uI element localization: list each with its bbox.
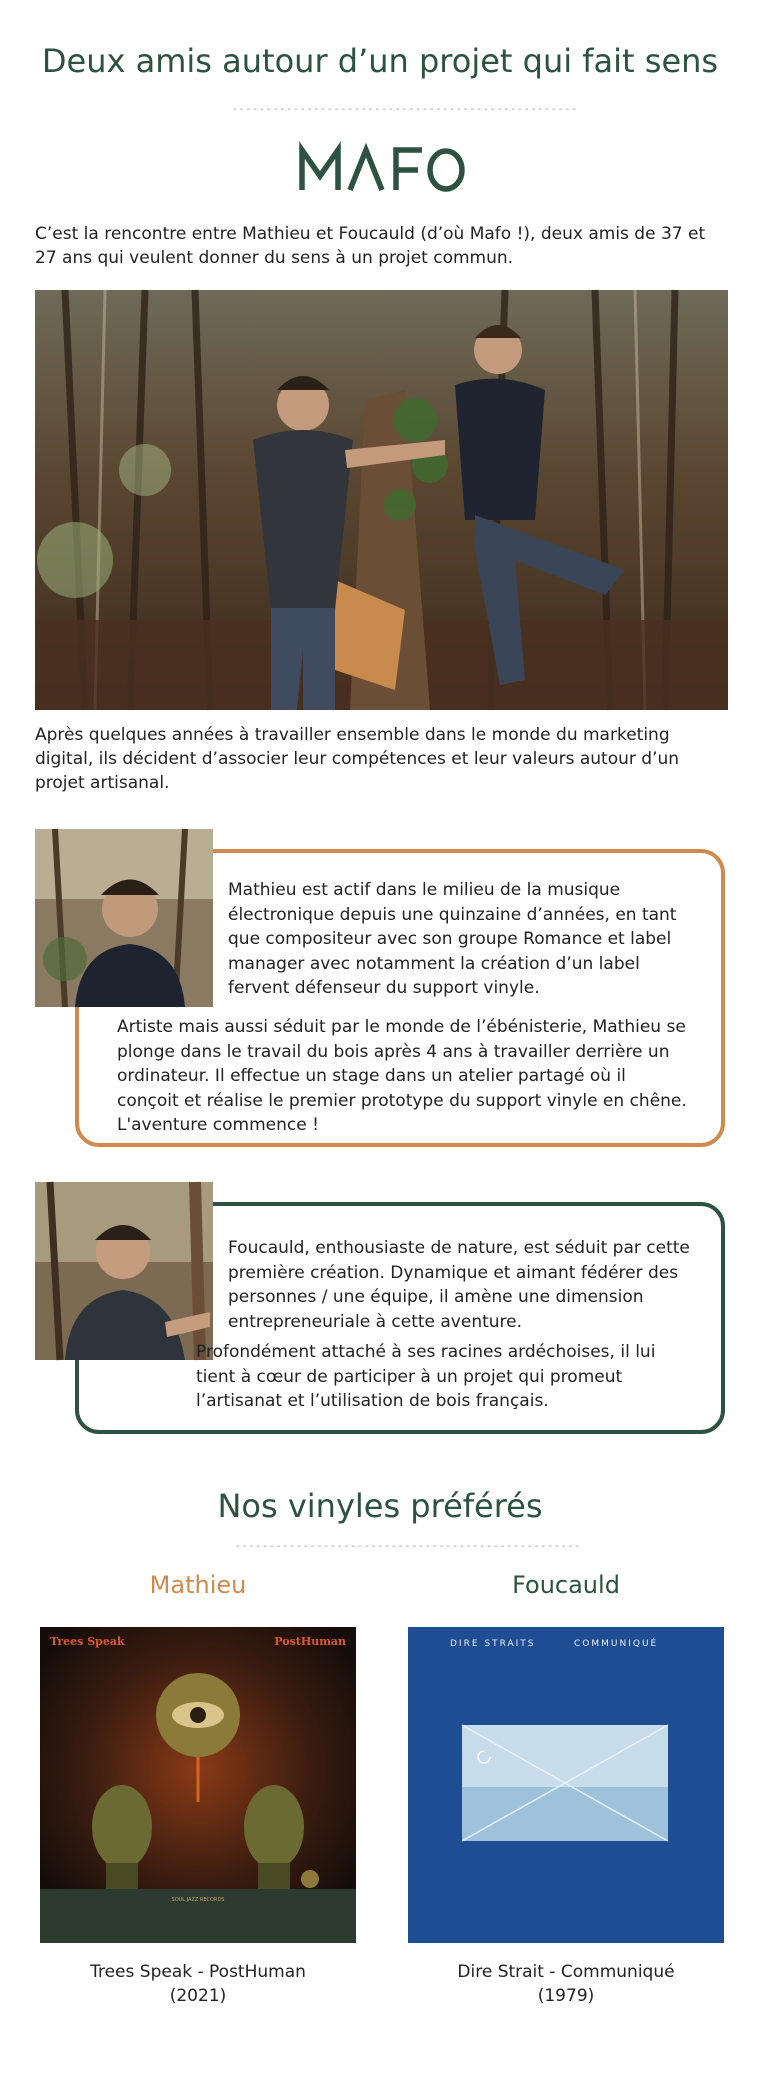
vinyl-left-name: Mathieu: [149, 1571, 247, 1599]
page-title: Deux amis autour d’un projet qui fait sens: [41, 42, 719, 80]
vinyl-right-title: Dire Strait - Communiqué: [457, 1962, 675, 1982]
vinyl-right-caption: [408, 1960, 724, 2008]
posthuman-cover: [40, 1627, 356, 1943]
vinyl-left-title: Trees Speak - PostHuman: [90, 1962, 306, 1982]
mafo-logo: [298, 146, 466, 192]
cover-left-label: SOUL JAZZ RECORDS: [171, 1897, 225, 1903]
founders-photo: [35, 290, 728, 710]
intro-paragraph: C’est la rencontre entre Mathieu et Foucauld (d’où Mafo !), deux amis de 37 et 27 ans qui veulent donner du sens à un projet commun.: [35, 224, 706, 268]
mathieu-text-2: Artiste mais aussi séduit par le monde de l’ébénisterie, Mathieu se plonge dans le travail du bois après 4 ans à travailler derrière un ordinateur. Il effectue un stage dans un atelier partagé où il conçoit et réalise le premier prototype du support vinyle en chêne. L'aventure commence !: [117, 1017, 687, 1135]
cover-left-album: PostHuman: [274, 1635, 346, 1648]
vinyls-title: Nos vinyles préférés: [217, 1487, 543, 1525]
cover-right-artist: DIRE STRAITS: [450, 1639, 536, 1649]
vinyl-left-year: (2021): [169, 1986, 227, 2006]
mathieu-text-1: Mathieu est actif dans le milieu de la musique électronique depuis une quinzaine d’années, en tant que compositeur avec son groupe Romance et label manager avec notamment la création d’un label fervent défenseur du support vinyle.: [228, 880, 677, 998]
mathieu-avatar: [35, 829, 213, 1007]
vinyl-right-name: Foucauld: [512, 1571, 620, 1599]
foucauld-avatar: [35, 1182, 213, 1360]
communique-cover: [408, 1627, 724, 1943]
foucauld-text-1: Foucauld, enthousiaste de nature, est séduit par cette première création. Dynamique et aimant fédérer des personnes / une équipe, il amène une dimension entrepreneuriale à cette aventure.: [228, 1238, 690, 1332]
foucauld-text-2: Profondément attaché à ses racines ardéchoises, il lui tient à cœur de participer à un projet qui promeut l’artisanat et l’utilisation de bois français.: [196, 1342, 656, 1411]
vinyl-left-caption: [40, 1960, 356, 2008]
mafo-logo-mark: [298, 146, 466, 192]
title-divider: - - - - - - - - - - - - - - - - - - - - - - - - - - - - - - - - - - - - - - - - - - - - - - - - - - -: [233, 104, 576, 115]
cover-right-album: COMMUNIQUÉ: [574, 1639, 659, 1649]
story-paragraph: Après quelques années à travailler ensemble dans le monde du marketing digital, ils décident d’associer leur compétences et leur valeurs autour d’un projet artisanal.: [35, 725, 680, 793]
cover-left-artist: Trees Speak: [50, 1635, 125, 1648]
vinyl-right-year: (1979): [537, 1986, 595, 2006]
vinyls-divider: - - - - - - - - - - - - - - - - - - - - - - - - - - - - - - - - - - - - - - - - - - - - - - - - - - -: [236, 1541, 579, 1552]
